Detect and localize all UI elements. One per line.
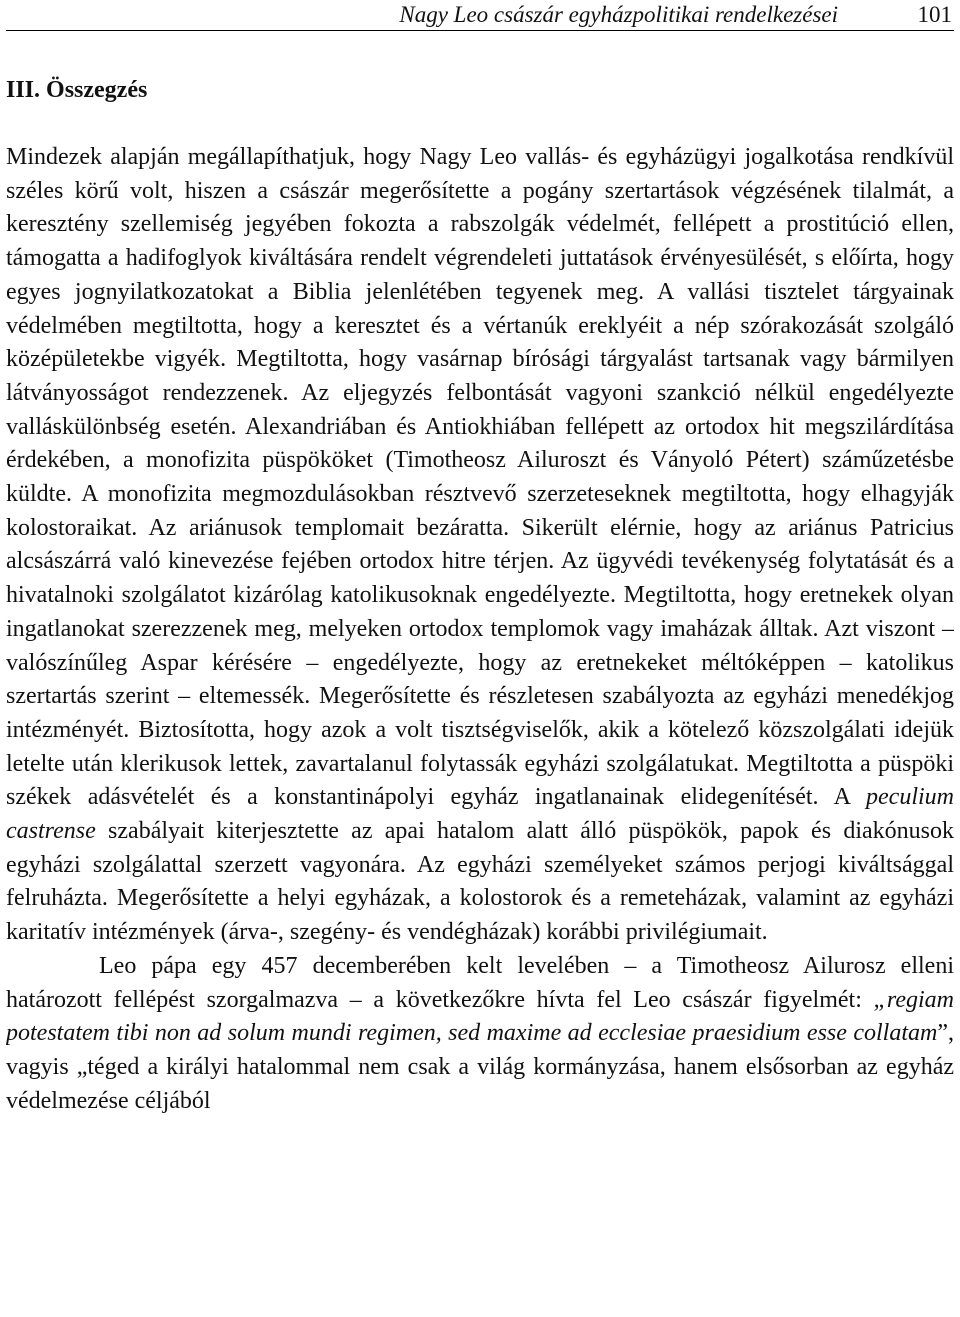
section-heading: III. Összegzés [6, 77, 148, 103]
paragraph-text: ”, vagyis „téged a királyi hatalommal nem csak a világ kormányzása, hanem elsősorban az egyház védelmezése céljából [6, 1020, 954, 1114]
summary-paragraph [6, 141, 954, 950]
paragraph-text: Mindezek alapján megállapíthatjuk, hogy Nagy Leo vallás- és egyházügyi jogalkotása rendkívül széles körű volt, hiszen a császár megerősítette a pogány szertartások végzésének tilalmát, a keresztény szellemiség jegyében fokozta a rabszolgák védelmét, fellépett a prostitúció ellen, támogatta a hadifoglyok kiváltására rendelt végrendeleti juttatások érvényesülését, s előírta, hogy egyes jognyilatkozatokat a Biblia jelenlétében tegyenek meg. A vallási tisztelet tárgyainak védelmében megtiltotta, hogy a keresztet és a vértanúk ereklyéit a nép szórakozását szolgáló középületekbe vigyék. Megtiltotta, hogy vasárnap bírósági tárgyalást tartsanak vagy bármilyen látványosságot rendezzenek. Az eljegyzés felbontását vagyoni szankció nélkül engedélyezte valláskülönbség esetén. Alexandriában és Antiokhiában fellépett az ortodox hit megszilárdítása érdekében, a monofizita püspököket (Timotheosz Ailuroszt és Ványoló Pétert) száműzetésbe küldte. A monofizita megmozdulásokban résztvevő szerzeteseknek megtiltotta, hogy elhagyják kolostoraikat. Az ariánusok templomait bezáratta. Sikerült elérnie, hogy az ariánus Patricius alcsászárrá való kinevezése fejében ortodox hitre térjen. Az ügyvédi tevékenység folytatását és a hivatalnoki szolgálatot kizárólag katolikusoknak engedélyezte. Megtiltotta, hogy eretnekek olyan ingatlanokat szerezzenek meg, melyeken ortodox templomok vagy imaházak álltak. Azt viszont – valószínűleg Aspar kérésére – engedélyezte, hogy az eretnekeket méltóképpen – katolikus szertartás szerint – eltemessék. Megerősítette és részletesen szabályozta az egyházi menedékjog intézményét. Biztosította, hogy azok a volt tisztségviselők, akik a kötelező közszolgálati idejük letelte után klerikusok lettek, zavartalanul folytassák egyházi szolgálatukat. Megtiltotta a püspöki székek adásvételét és a konstantinápolyi egyház ingatlanainak elidegenítését. A [6, 144, 954, 811]
latin-term: peculium castrense [6, 784, 954, 845]
running-title: Nagy Leo császár egyházpolitikai rendelkezései [399, 2, 838, 27]
paragraph-text: Leo pápa egy 457 decemberében kelt levelében – a Timotheosz Ailurosz elleni határozott fellépést szorgalmazva – a következőkre hívta fel Leo császár figyelmét: [6, 952, 954, 1013]
quotation-paragraph [6, 950, 954, 1119]
page-number: 101 [917, 2, 952, 27]
body-text [6, 141, 954, 1118]
document-page [6, 0, 954, 1317]
paragraph-text: szabályait kiterjesztette az apai hatalom alatt álló püspökök, papok és diakónusok egyházi szolgálattal szerzett vagyonára. Az egyházi személyeket számos perjogi kiváltsággal felruházta. Megerősítette a helyi egyházak, a kolostorok és a remeteházak, valamint az egyházi karitatív intézmények (árva-, szegény- és vendégházak) korábbi privilégiumait. [6, 818, 954, 946]
latin-quote: „regiam potestatem tibi non ad solum mundi regimen, sed maxime ad ecclesiae praesidium esse collatam [6, 986, 954, 1047]
running-header [6, 0, 954, 31]
